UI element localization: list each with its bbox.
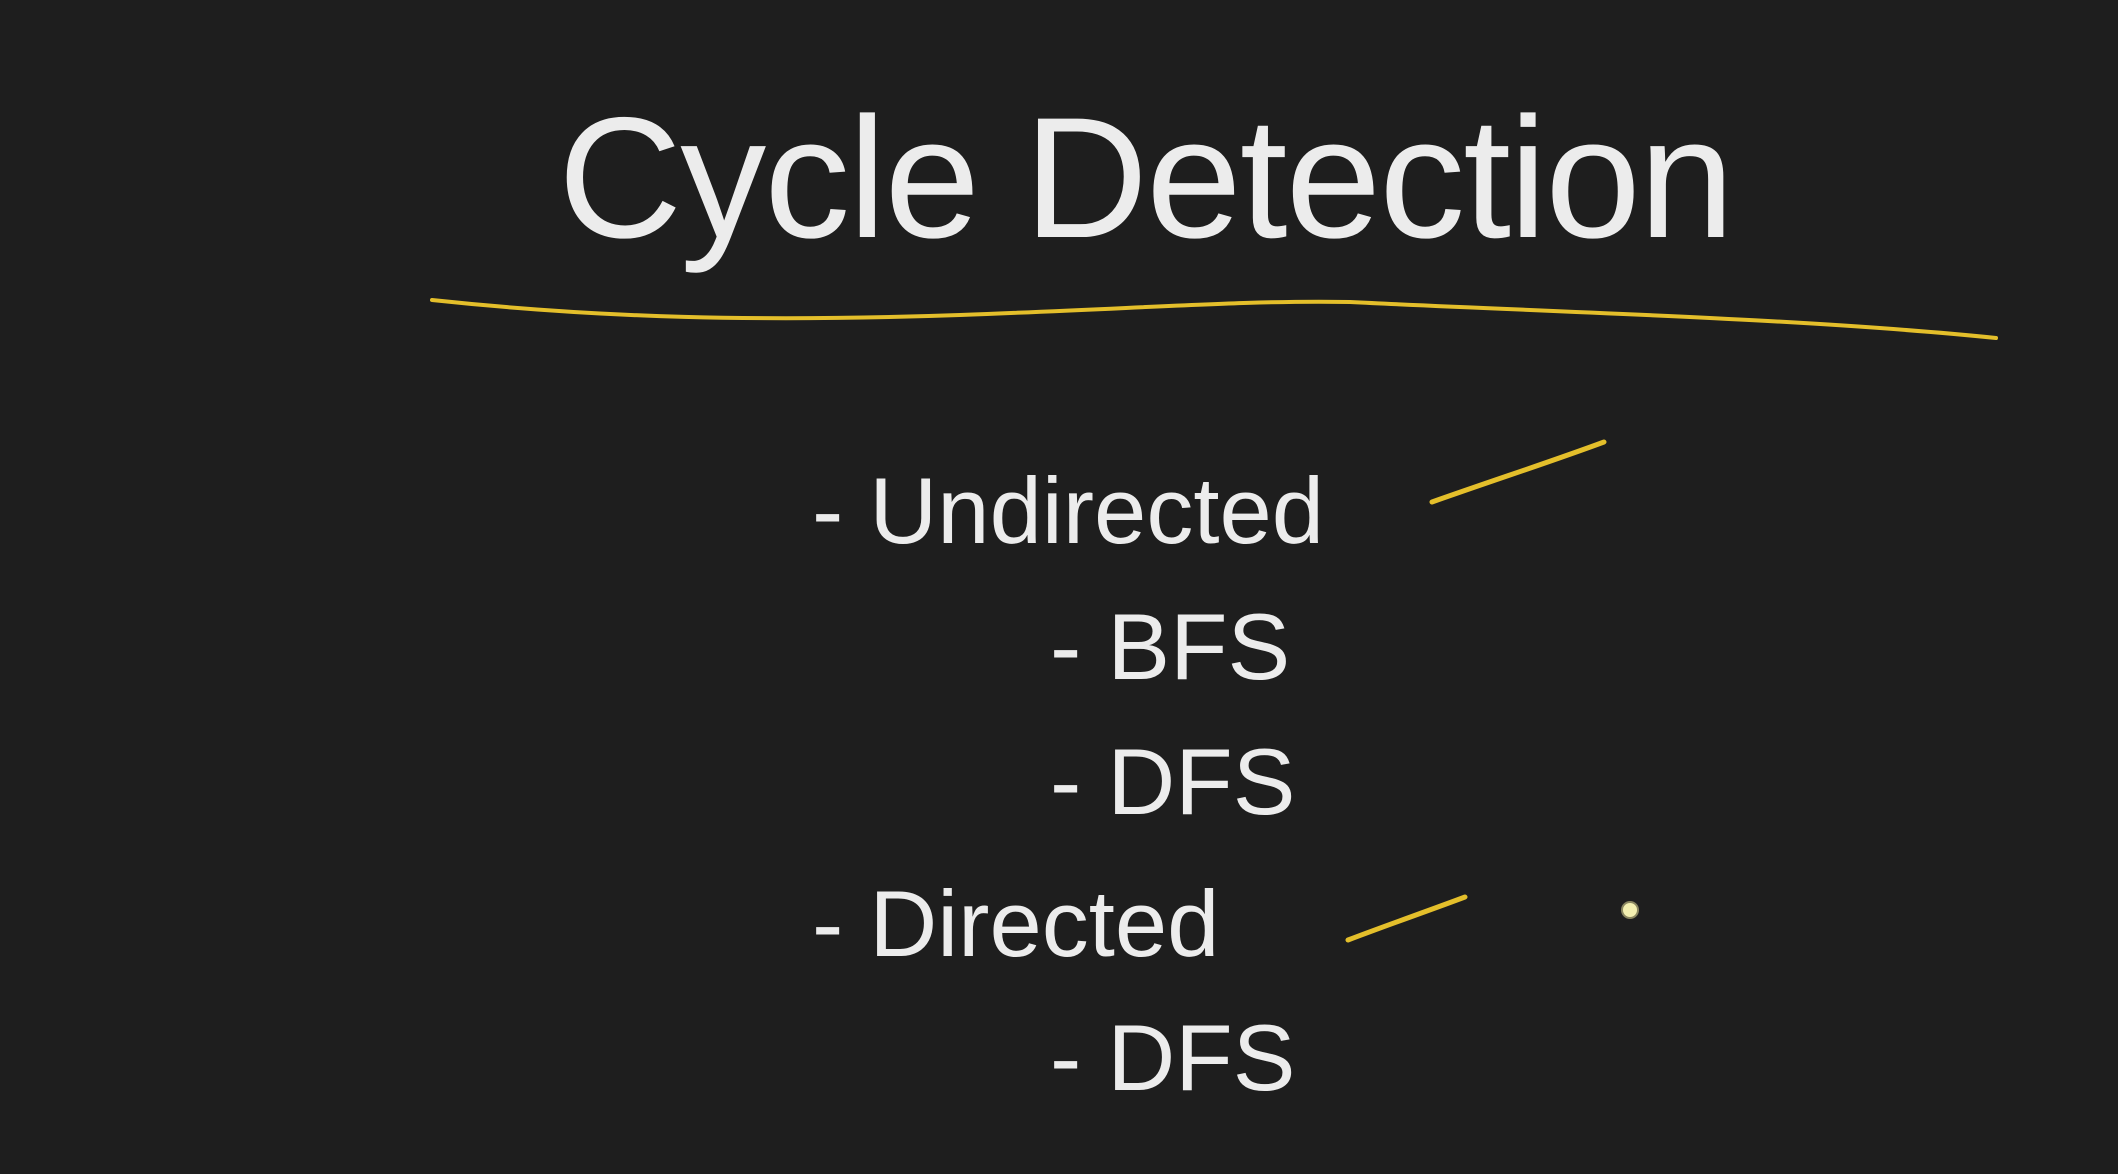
slide-title: Cycle Detection — [558, 82, 1733, 274]
list-item-directed: - Directed — [812, 871, 1220, 976]
list-item-undirected: - Undirected — [812, 458, 1324, 563]
list-item-dfs-directed: - DFS — [1050, 1005, 1296, 1110]
undirected-tick-stroke — [1432, 442, 1604, 502]
list-item-dfs: - DFS — [1050, 729, 1296, 834]
list-item-bfs: - BFS — [1050, 594, 1291, 699]
title-underline-stroke — [432, 300, 1996, 338]
pointer-cursor — [1622, 902, 1638, 918]
directed-tick-stroke — [1348, 897, 1465, 940]
